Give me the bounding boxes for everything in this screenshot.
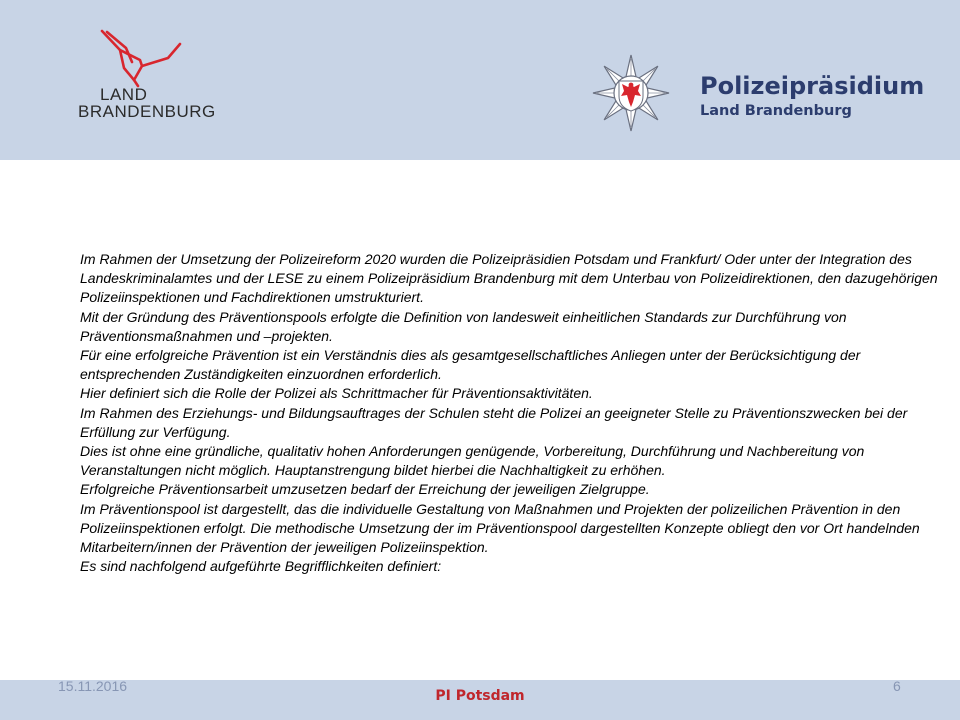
- paragraph: Dies ist ohne eine gründliche, qualitativ hohen Anforderungen genügende, Vorbereitung, Durchführung und Nachbereitung von Veranstaltungen nicht möglich. Hauptanstrengung bildet hierbei die Nachhaltigkeit zu erhöhen.: [80, 443, 865, 479]
- body-text: [80, 250, 940, 576]
- paragraph: Für eine erfolgreiche Prävention ist ein Verständnis dies als gesamtgesellschaftliches Anliegen unter der Berücksichtigung der entsprechenden Zuständigkeiten einzuordnen erforderlich.: [80, 347, 861, 383]
- header-banner: [0, 0, 960, 160]
- paragraph: Im Präventionspool ist dargestellt, das die individuelle Gestaltung von Maßnahmen und Projekten der polizeilichen Prävention in den Polizeiinspektionen erfolgt. Die methodische Umsetzung der im Präventionspool dargestellten Konzepte obliegt den vor Ort handelnden Mitarbeitern/innen der Prävention der jeweiligen Polizeiinspektion.: [80, 500, 920, 556]
- footer-date: 15.11.2016: [58, 678, 128, 694]
- land-brandenburg-wordmark: [78, 86, 216, 120]
- paragraph: Hier definiert sich die Rolle der Polizei als Schrittmacher für Präventionsaktivitäten.: [80, 385, 593, 402]
- paragraph: Erfolgreiche Präventionsarbeit umzusetzen bedarf der Erreichung der jeweiligen Zielgruppe.: [80, 481, 650, 498]
- paragraph: Im Rahmen des Erziehungs- und Bildungsauftrages der Schulen steht die Polizei an geeigneter Stelle zu Präventionszwecken bei der Erfüllung zur Verfügung.: [80, 404, 908, 440]
- page-number: 6: [893, 678, 901, 694]
- logo-subtitle: Land Brandenburg: [700, 103, 852, 119]
- footer-label: PI Potsdam: [435, 688, 525, 704]
- police-star-emblem-icon: [590, 52, 672, 134]
- paragraph: Mit der Gründung des Präventionspools erfolgte die Definition von landesweit einheitlichen Standards zur Durchführung von Präventionsmaßnahmen und –projekten.: [80, 308, 847, 344]
- polizeipraesidium-logo: [590, 52, 930, 132]
- paragraph: Im Rahmen der Umsetzung der Polizeireform 2020 wurden die Polizeipräsidien Potsdam und Frankfurt/ Oder unter der Integration des Landeskriminalamtes und der LESE zu einem Polizeipräsidium Brandenburg mit dem Unterbau von Polizeidirektionen, den dazugehörigen Polizeiinspektionen und Fachdirektionen umstrukturiert.: [80, 251, 938, 306]
- eagle-icon: [96, 28, 186, 88]
- wordmark-line-2: BRANDENBURG: [78, 102, 216, 121]
- logo-title: Polizeipräsidium: [700, 72, 925, 100]
- wordmark-line-1: LAND: [100, 85, 148, 104]
- paragraph: Es sind nachfolgend aufgeführte Begrifflichkeiten definiert:: [80, 558, 442, 575]
- land-brandenburg-logo: [78, 28, 218, 132]
